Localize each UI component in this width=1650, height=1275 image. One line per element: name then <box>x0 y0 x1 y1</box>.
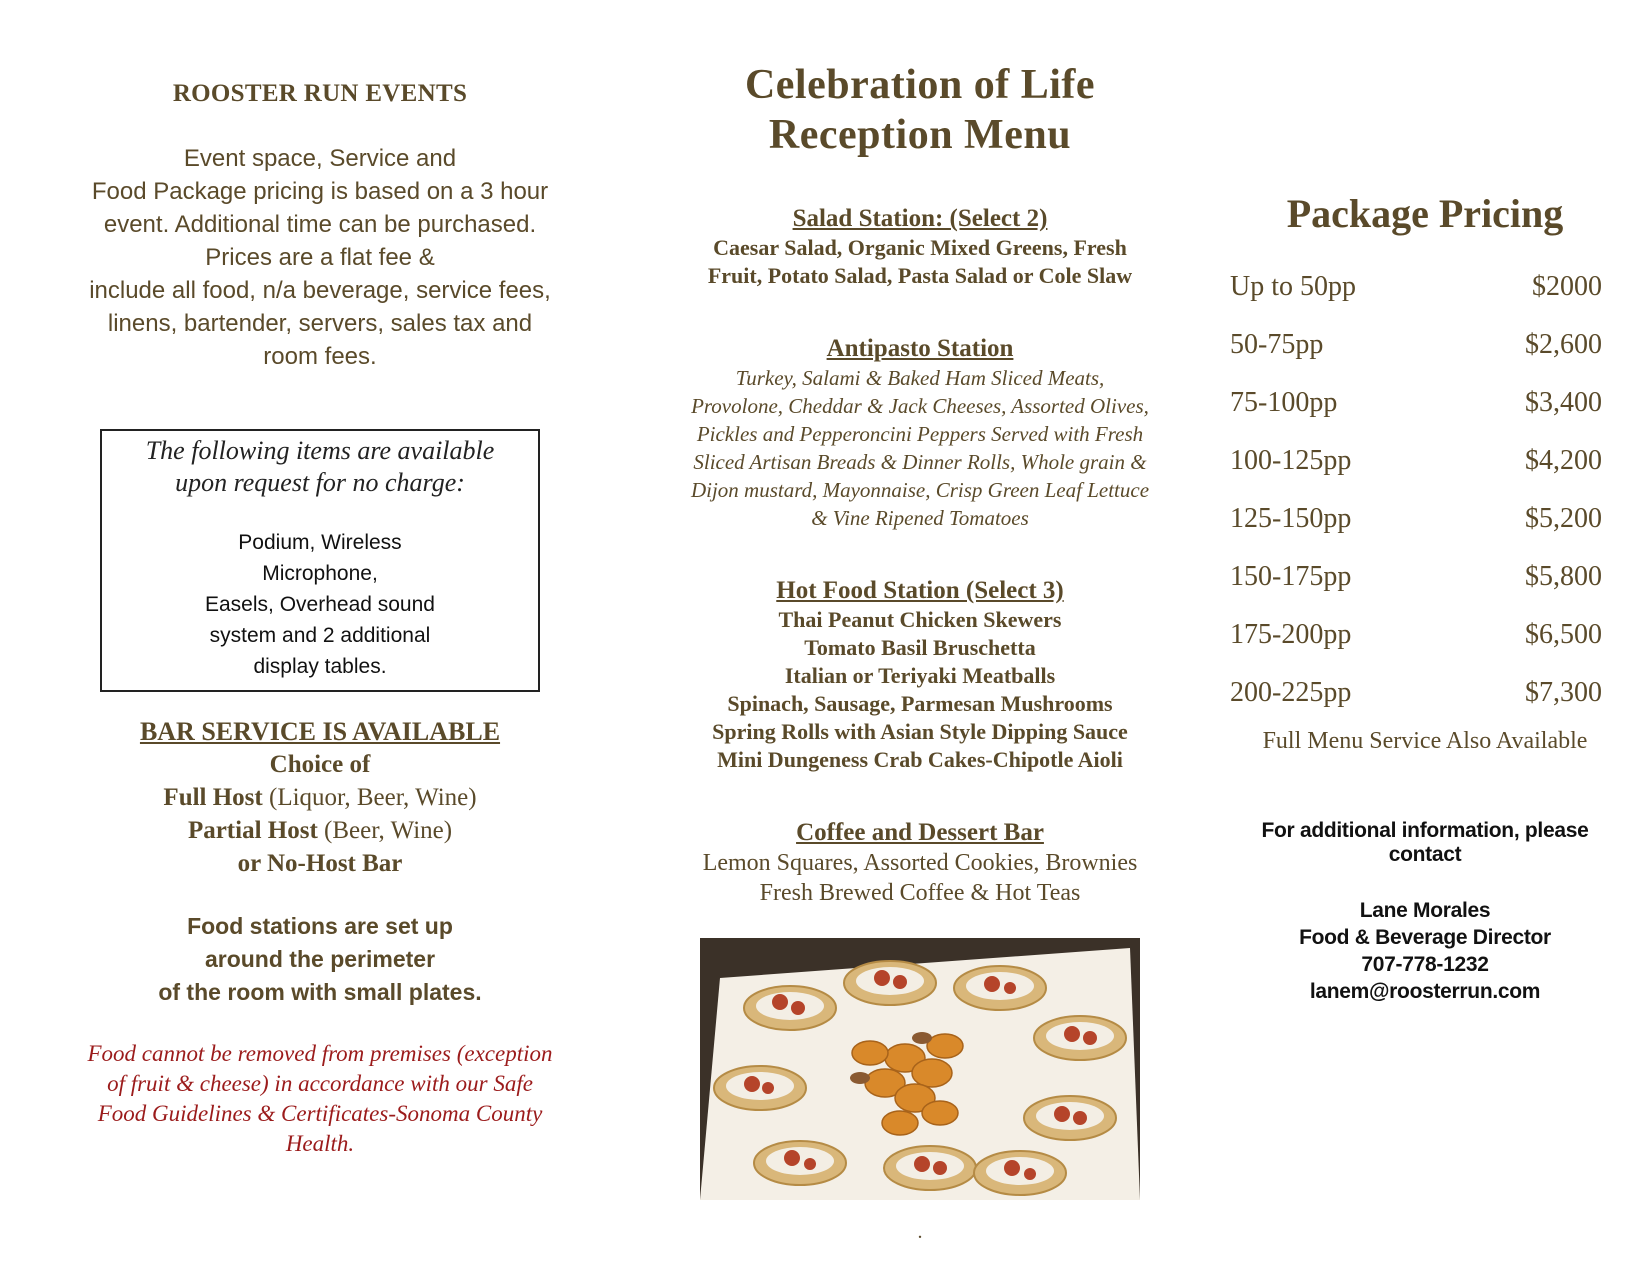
package-pricing-heading: Package Pricing <box>1286 191 1564 236</box>
intro-line: Event space, Service and <box>183 145 457 172</box>
hot-food-line: Thai Peanut Chicken Skewers <box>778 607 1062 632</box>
note-line: of fruit & cheese) in accordance with our Safe <box>107 1071 533 1096</box>
note-line: Food cannot be removed from premises (exception <box>87 1041 553 1066</box>
price-tier-size: 50-75pp <box>1230 329 1324 360</box>
intro-line: room fees. <box>263 343 377 370</box>
pricing-table <box>1230 258 1620 722</box>
food-stations-note <box>60 910 580 1009</box>
contact-heading: For additional information, please contact <box>1261 819 1589 866</box>
price-tier-amount: $2000 <box>1532 271 1602 302</box>
right-column <box>1230 190 1620 1005</box>
hot-food-line: Mini Dungeness Crab Cakes-Chipotle Aioli <box>717 747 1123 772</box>
middle-column <box>640 60 1200 1242</box>
footer-dot: . <box>917 1221 923 1243</box>
menu-title-line: Celebration of Life <box>744 62 1096 108</box>
price-row <box>1230 374 1620 432</box>
no-charge-item-line: Podium, Wireless <box>238 531 402 554</box>
price-tier-amount: $6,500 <box>1525 619 1602 650</box>
left-column <box>60 80 580 1159</box>
note-line: Health. <box>285 1131 355 1156</box>
antipasto-line: Sliced Artisan Breads & Dinner Rolls, Whole grain & <box>693 450 1147 474</box>
antipasto-station-items <box>640 364 1200 532</box>
no-charge-item-line: Microphone, <box>262 562 378 585</box>
salad-station-heading: Salad Station: (Select 2) <box>792 205 1048 232</box>
price-tier-size: 125-150pp <box>1230 503 1352 534</box>
price-tier-amount: $3,400 <box>1525 387 1602 418</box>
contact-email: lanem@roosterrun.com <box>1309 980 1541 1003</box>
price-tier-size: 100-125pp <box>1230 445 1352 476</box>
dessert-line: Fresh Brewed Coffee & Hot Teas <box>759 880 1081 906</box>
bar-choice <box>60 748 580 781</box>
price-tier-size: 175-200pp <box>1230 619 1352 650</box>
price-row <box>1230 316 1620 374</box>
antipasto-station-heading: Antipasto Station <box>826 335 1014 362</box>
no-host-label: or No-Host Bar <box>237 850 403 877</box>
intro-line: Prices are a flat fee & <box>205 244 435 271</box>
salad-line: Caesar Salad, Organic Mixed Greens, Fresh <box>713 235 1127 260</box>
hot-food-station-heading: Hot Food Station (Select 3) <box>776 577 1064 604</box>
price-tier-amount: $4,200 <box>1525 445 1602 476</box>
no-charge-items-box <box>100 429 540 692</box>
stations-line: around the perimeter <box>204 946 436 972</box>
hot-food-line: Spring Rolls with Asian Style Dipping Sauce <box>712 719 1128 744</box>
price-tier-amount: $5,200 <box>1525 503 1602 534</box>
no-charge-item-line: Easels, Overhead sound <box>205 593 435 616</box>
antipasto-line: Turkey, Salami & Baked Ham Sliced Meats, <box>735 366 1105 390</box>
full-menu-note: Full Menu Service Also Available <box>1262 728 1588 754</box>
bar-full-host <box>60 781 580 814</box>
partial-host-detail: (Beer, Wine) <box>317 817 453 844</box>
no-charge-heading-line: The following items are available <box>145 436 495 465</box>
note-line: Food Guidelines & Certificates-Sonoma County <box>97 1101 543 1126</box>
contact-name: Lane Morales <box>1359 899 1491 922</box>
full-host-label: Full Host <box>163 784 263 811</box>
price-tier-size: 200-225pp <box>1230 677 1352 708</box>
stations-line: of the room with small plates. <box>158 979 482 1005</box>
bar-no-host <box>60 847 580 880</box>
menu-title-line: Reception Menu <box>768 112 1072 158</box>
menu-title <box>640 60 1200 160</box>
price-tier-size: 150-175pp <box>1230 561 1352 592</box>
bruschetta-photo <box>700 938 1140 1200</box>
antipasto-line: & Vine Ripened Tomatoes <box>811 506 1029 530</box>
food-removal-note <box>60 1039 580 1159</box>
dessert-bar-heading: Coffee and Dessert Bar <box>796 819 1044 846</box>
bar-service-heading: BAR SERVICE IS AVAILABLE <box>139 717 501 746</box>
full-host-detail: (Liquor, Beer, Wine) <box>262 784 477 811</box>
price-row <box>1230 258 1620 316</box>
price-row <box>1230 664 1620 722</box>
intro-line: event. Additional time can be purchased. <box>103 211 537 238</box>
antipasto-line: Dijon mustard, Mayonnaise, Crisp Green Leaf Lettuce <box>690 478 1150 502</box>
bruschetta-photo-graphic <box>700 938 1140 1200</box>
dessert-line: Lemon Squares, Assorted Cookies, Brownies <box>702 850 1138 876</box>
hot-food-station-items <box>640 606 1200 774</box>
antipasto-line: Provolone, Cheddar & Jack Cheeses, Assorted Olives, <box>691 394 1149 418</box>
price-row <box>1230 432 1620 490</box>
partial-host-label: Partial Host <box>187 817 318 844</box>
brand-name: ROOSTER RUN EVENTS <box>172 80 468 107</box>
hot-food-line: Tomato Basil Bruschetta <box>804 635 1036 660</box>
intro-line: include all food, n/a beverage, service fees, <box>89 277 551 304</box>
price-tier-amount: $7,300 <box>1525 677 1602 708</box>
salad-station-items <box>640 234 1200 290</box>
hot-food-line: Italian or Teriyaki Meatballs <box>784 663 1056 688</box>
contact-role: Food & Beverage Director <box>1299 926 1551 949</box>
price-tier-amount: $5,800 <box>1525 561 1602 592</box>
salad-line: Fruit, Potato Salad, Pasta Salad or Cole Slaw <box>707 263 1133 288</box>
no-charge-item-line: display tables. <box>253 655 387 678</box>
intro-line: Food Package pricing is based on a 3 hour <box>91 178 549 205</box>
price-row <box>1230 548 1620 606</box>
no-charge-item-line: system and 2 additional <box>209 624 431 647</box>
no-charge-heading-line: upon request for no charge: <box>175 468 465 497</box>
no-charge-heading <box>112 435 528 499</box>
stations-line: Food stations are set up <box>187 913 453 939</box>
price-tier-amount: $2,600 <box>1525 329 1602 360</box>
no-charge-items <box>112 527 528 682</box>
price-row <box>1230 490 1620 548</box>
bar-choice-label: Choice of <box>269 751 371 778</box>
contact-block <box>1230 897 1620 1005</box>
intro-text <box>60 142 580 373</box>
dessert-bar-items <box>640 848 1200 908</box>
bar-partial-host <box>60 814 580 847</box>
price-tier-size: Up to 50pp <box>1230 271 1356 302</box>
antipasto-line: Pickles and Pepperoncini Peppers Served with Fresh <box>696 422 1144 446</box>
contact-phone: 707-778-1232 <box>1361 953 1489 976</box>
price-row <box>1230 606 1620 664</box>
hot-food-line: Spinach, Sausage, Parmesan Mushrooms <box>727 691 1113 716</box>
price-tier-size: 75-100pp <box>1230 387 1338 418</box>
intro-line: linens, bartender, servers, sales tax and <box>107 310 533 337</box>
